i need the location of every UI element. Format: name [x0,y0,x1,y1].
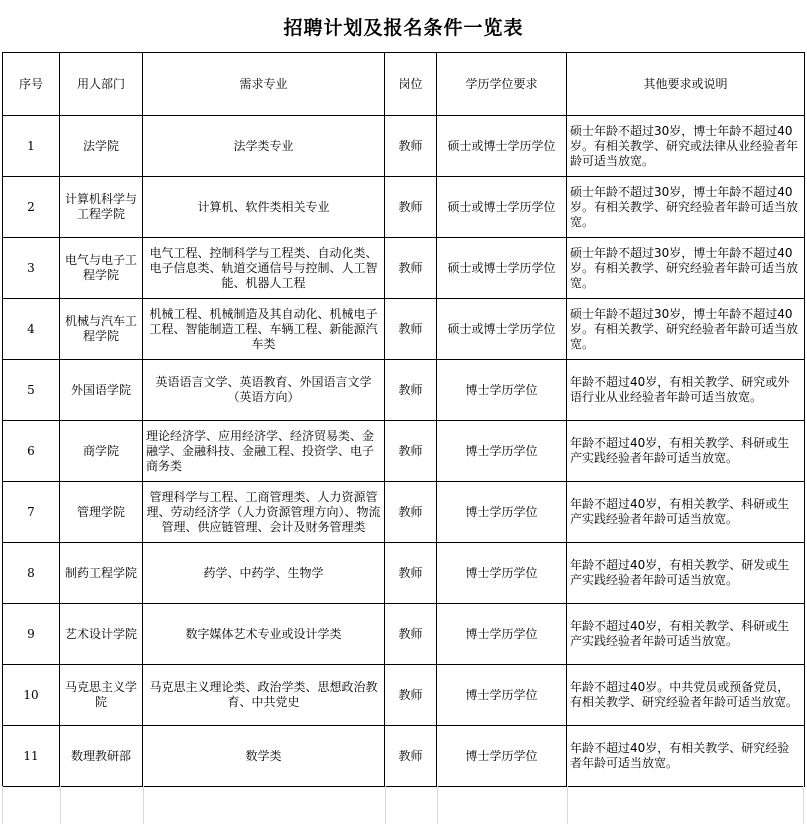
cell-degree: 博士学历学位 [437,482,567,543]
cell-position: 教师 [385,360,437,421]
cell-degree: 博士学历学位 [437,421,567,482]
cell-position: 教师 [385,726,437,787]
cell-notes: 年龄不超过40岁，有相关教学、科研或生产实践经验者年龄可适当放宽。 [567,482,805,543]
table-row [3,726,805,787]
cell-index: 4 [3,299,60,360]
header-major: 需求专业 [143,53,385,116]
cell-index: 5 [3,360,60,421]
header-degree: 学历学位要求 [437,53,567,116]
cell-position: 教师 [385,665,437,726]
cell-degree: 博士学历学位 [437,604,567,665]
cell-department: 马克思主义学院 [60,665,143,726]
cell-major: 计算机、软件类相关专业 [143,177,385,238]
header-index: 序号 [3,53,60,116]
table-row [3,421,805,482]
cell-department: 法学院 [60,116,143,177]
cell-notes: 年龄不超过40岁，有相关教学、研究或外语行业从业经验者年龄可适当放宽。 [567,360,805,421]
cell-department: 数理教研部 [60,726,143,787]
cell-notes: 硕士年龄不超过30岁，博士年龄不超过40岁。有相关教学、研究经验者年龄可适当放宽。 [567,177,805,238]
cell-department: 艺术设计学院 [60,604,143,665]
cell-major: 药学、中药学、生物学 [143,543,385,604]
cell-degree: 博士学历学位 [437,726,567,787]
header-notes: 其他要求或说明 [567,53,805,116]
cell-degree: 博士学历学位 [437,543,567,604]
cell-department: 电气与电子工程学院 [60,238,143,299]
cell-index: 6 [3,421,60,482]
cell-major: 数字媒体艺术专业或设计学类 [143,604,385,665]
cell-position: 教师 [385,421,437,482]
cell-department: 计算机科学与工程学院 [60,177,143,238]
cell-major: 理论经济学、应用经济学、经济贸易类、金融学、金融科技、金融工程、投资学、电子商务类 [143,421,385,482]
cell-major: 数学类 [143,726,385,787]
cell-major: 电气工程、控制科学与工程类、自动化类、电子信息类、轨道交通信号与控制、人工智能、机器人工程 [143,238,385,299]
table-header-row [3,53,805,116]
cell-index: 8 [3,543,60,604]
cell-notes: 硕士年龄不超过30岁，博士年龄不超过40岁。有相关教学、研究经验者年龄可适当放宽。 [567,238,805,299]
cell-major: 管理科学与工程、工商管理类、人力资源管理、劳动经济学（人力资源管理方向）、物流管理、供应链管理、会计及财务管理类 [143,482,385,543]
cell-notes: 年龄不超过40岁，有相关教学、科研或生产实践经验者年龄可适当放宽。 [567,604,805,665]
recruitment-table [2,52,805,787]
cell-degree: 硕士或博士学历学位 [437,177,567,238]
cell-notes: 年龄不超过40岁，有相关教学、研究经验者年龄可适当放宽。 [567,726,805,787]
cell-department: 外国语学院 [60,360,143,421]
cell-index: 9 [3,604,60,665]
cell-department: 商学院 [60,421,143,482]
cell-degree: 硕士或博士学历学位 [437,299,567,360]
cell-position: 教师 [385,299,437,360]
table-row [3,543,805,604]
cell-position: 教师 [385,482,437,543]
cell-index: 3 [3,238,60,299]
cell-department: 机械与汽车工程学院 [60,299,143,360]
cell-department: 管理学院 [60,482,143,543]
cell-notes: 年龄不超过40岁，有相关教学、科研或生产实践经验者年龄可适当放宽。 [567,421,805,482]
cell-notes: 硕士年龄不超过30岁，博士年龄不超过40岁。有相关教学、研究或法律从业经验者年龄可适当放宽。 [567,116,805,177]
table-row [3,665,805,726]
header-position: 岗位 [385,53,437,116]
cell-notes: 年龄不超过40岁。中共党员或预备党员，有相关教学、研究经验者年龄可适当放宽。 [567,665,805,726]
cell-notes: 硕士年龄不超过30岁，博士年龄不超过40岁。有相关教学、研究经验者年龄可适当放宽。 [567,299,805,360]
cell-degree: 博士学历学位 [437,360,567,421]
cell-major: 机械工程、机械制造及其自动化、机械电子工程、智能制造工程、车辆工程、新能源汽车类 [143,299,385,360]
table-row [3,116,805,177]
table-row [3,604,805,665]
cell-position: 教师 [385,238,437,299]
empty-sheet-area [2,786,804,824]
cell-position: 教师 [385,116,437,177]
cell-major: 英语语言文学、英语教育、外国语言文学（英语方向） [143,360,385,421]
table-row [3,482,805,543]
table-row [3,360,805,421]
cell-major: 马克思主义理论类、政治学类、思想政治教育、中共党史 [143,665,385,726]
cell-department: 制药工程学院 [60,543,143,604]
cell-notes: 年龄不超过40岁，有相关教学、研发或生产实践经验者年龄可适当放宽。 [567,543,805,604]
cell-index: 2 [3,177,60,238]
cell-degree: 博士学历学位 [437,665,567,726]
page-title: 招聘计划及报名条件一览表 [283,16,524,39]
table-row [3,299,805,360]
cell-degree: 硕士或博士学历学位 [437,116,567,177]
table-row [3,238,805,299]
cell-index: 10 [3,665,60,726]
cell-index: 1 [3,116,60,177]
table-row [3,177,805,238]
cell-position: 教师 [385,604,437,665]
cell-major: 法学类专业 [143,116,385,177]
cell-position: 教师 [385,177,437,238]
header-department: 用人部门 [60,53,143,116]
cell-degree: 硕士或博士学历学位 [437,238,567,299]
cell-position: 教师 [385,543,437,604]
cell-index: 11 [3,726,60,787]
cell-index: 7 [3,482,60,543]
